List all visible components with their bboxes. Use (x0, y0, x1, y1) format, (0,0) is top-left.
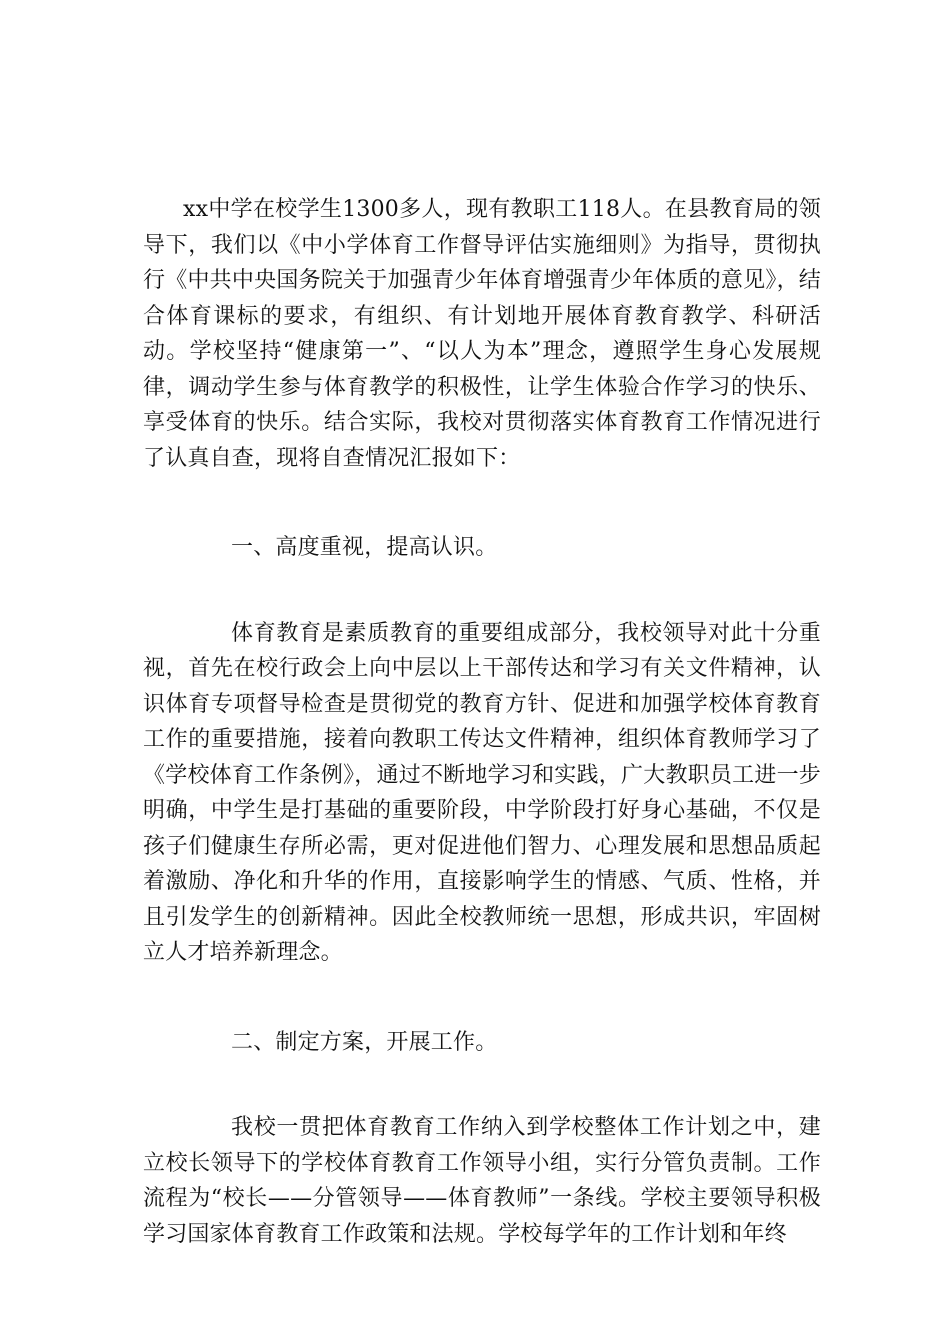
paragraph-spacer (143, 971, 821, 1025)
paragraph-spacer (143, 566, 821, 616)
section-heading-1: 一、高度重视，提高认识。 (231, 535, 498, 560)
paragraph-spacer (143, 1060, 821, 1110)
section-paragraph-1: 体育教育是素质教育的重要组成部分，我校领导对此十分重视，首先在校行政会上向中层以上干部传达和学习有关文件精神，认识体育专项督导检查是贯彻党的教育方针、促进和加强学校体育教育工作的重要措施，接着向教职工传达文件精神，组织体育教师学习了《学校体育工作条例》，通过不断地学习和实践，广大教职员工进一步明确，中学生是打基础的重要阶段，中学阶段打好身心基础，不仅是孩子们健康生存所必需，更对促进他们智力、心理发展和思想品质起着激励、净化和升华的作用，直接影响学生的情感、气质、性格，并且引发学生的创新精神。因此全校教师统一思想，形成共识，牢固树立人才培养新理念。 (143, 620, 821, 965)
document-body (143, 192, 821, 1252)
paragraph-spacer (143, 476, 821, 530)
intro-paragraph: xx中学在校学生1300多人，现有教职工118人。在县教育局的领导下，我们以《中小学体育工作督导评估实施细则》为指导，贯彻执行《中共中央国务院关于加强青少年体育增强青少年体质的意见》，结合体育课标的要求，有组织、有计划地开展体育教育教学、科研活动。学校坚持“健康第一”、“以人为本”理念，遵照学生身心发展规律，调动学生参与体育教学的积极性，让学生体验合作学习的快乐、享受体育的快乐。结合实际，我校对贯彻落实体育教育工作情况进行了认真自查，现将自查情况汇报如下： (143, 197, 821, 471)
section-paragraph-2: 我校一贯把体育教育工作纳入到学校整体工作计划之中，建立校长领导下的学校体育教育工作领导小组，实行分管负责制。工作流程为“校长——分管领导——体育教师”一条线。学校主要领导积极学习国家体育教育工作政策和法规。学校每学年的工作计划和年终 (143, 1115, 821, 1247)
section-heading-2: 二、制定方案，开展工作。 (231, 1029, 498, 1055)
